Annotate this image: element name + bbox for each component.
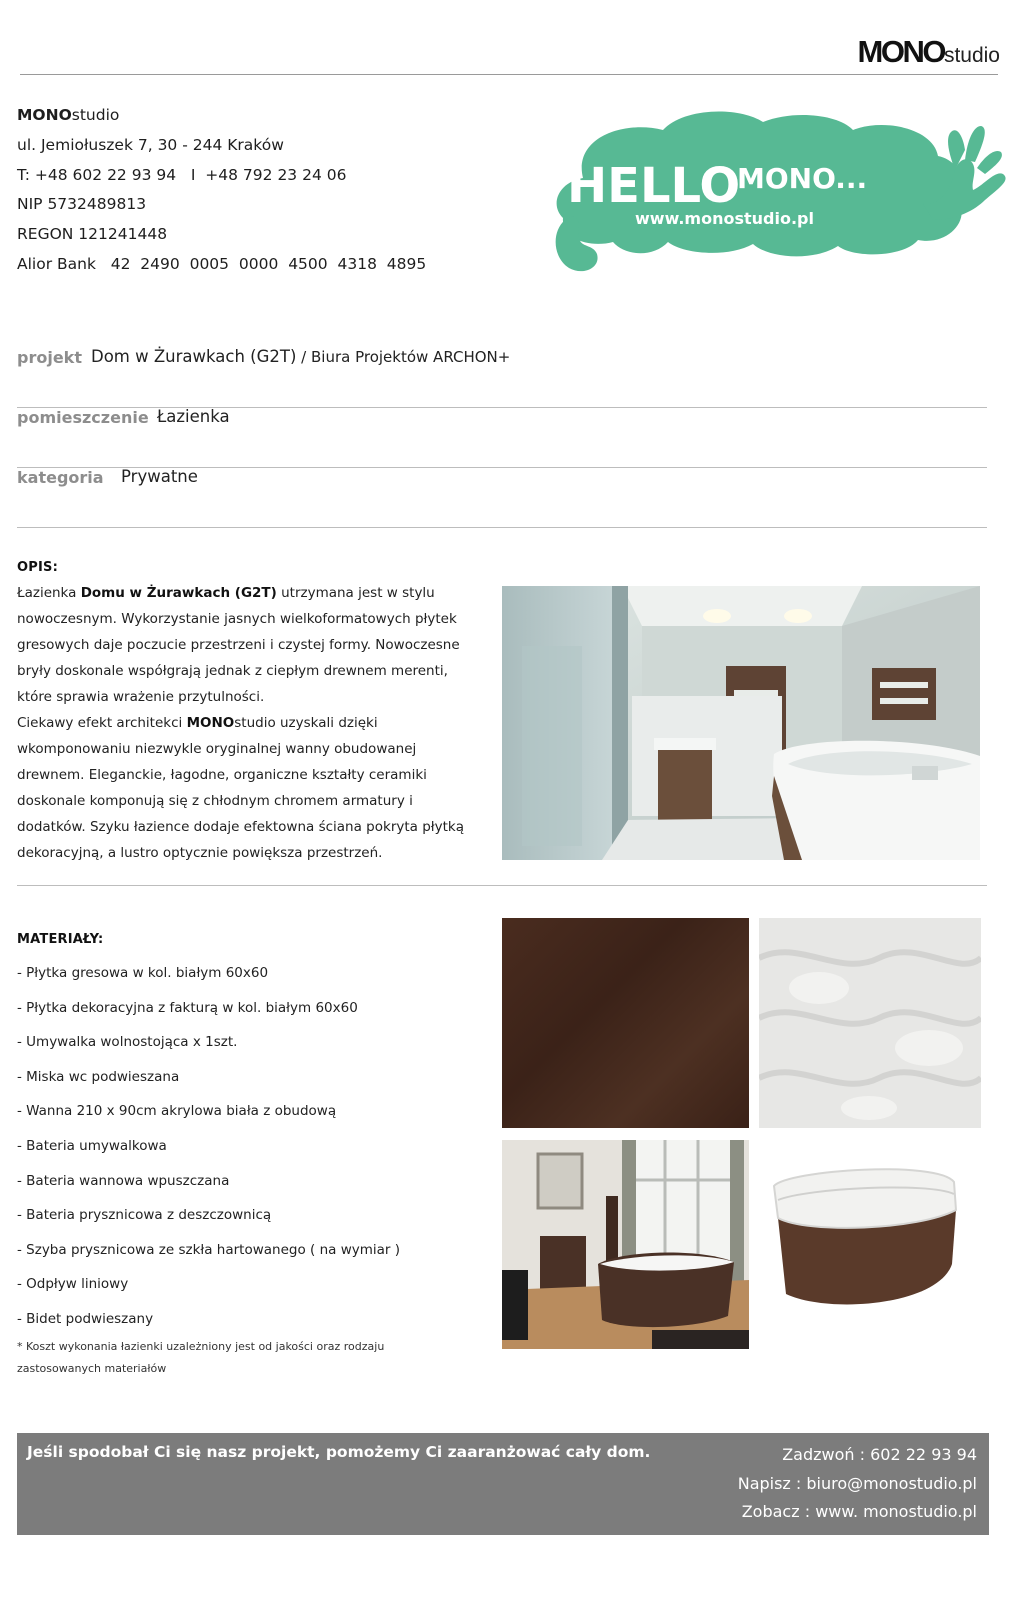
material-item: - Szyba prysznicowa ze szkła hartowanego ( na wymiar ) xyxy=(17,1241,401,1258)
footer-email-link[interactable]: Napisz : biuro@monostudio.pl xyxy=(737,1473,977,1493)
bathroom-render-image xyxy=(502,586,980,860)
mono-word: MONO... xyxy=(737,162,868,195)
brand-bold-text: MONO xyxy=(857,34,944,69)
section-divider xyxy=(17,885,987,886)
room-label: pomieszczenie xyxy=(17,408,149,427)
material-item: - Odpływ liniowy xyxy=(17,1276,129,1293)
cost-footnote: * Koszt wykonania łazienki uzależniony jest od jakości oraz rodzaju zastosowanych materiałów xyxy=(17,1340,385,1375)
material-item: - Wanna 210 x 90cm akrylowa biała z obudową xyxy=(17,1103,337,1120)
material-item: - Miska wc podwieszana xyxy=(17,1068,180,1085)
company-phones: T: +48 602 22 93 94 I +48 792 23 24 06 xyxy=(17,165,347,184)
decorative-tile-swatch-image xyxy=(759,918,981,1128)
meta-row-project xyxy=(17,348,987,408)
bathtub-photo-image xyxy=(502,1140,749,1349)
material-item: - Bateria prysznicowa z deszczownicą xyxy=(17,1207,272,1224)
company-name: MONOstudio xyxy=(17,106,120,124)
description-text: Łazienka Domu w Żurawkach (G2T) utrzymana jest w stylu nowoczesnym. Wykorzystanie jasnych wielkoformatowych płytek gresowych daje poczucie przestrzeni i czystej formy. Nowoczesne bryły doskonale współgrają jednak z ciepłym drewnem merenti, które sprawia wrażenie przytulności. Ciekawy efekt architekci MONOstudio uzyskali dzięki wkomponowaniu niezwykle oryginalnej wanny obudowanej drewnem. Eleganckie, łagodne, organiczne kształty ceramiki doskonale komponują się z chłodnym chromem armatury i dodatków. Szyku łazience dodaje efektowna ściana pokryta płytką dekoracyjną, a lustro optycznie powiększa przestrzeń. xyxy=(17,585,465,861)
material-item: - Umywalka wolnostojąca x 1szt. xyxy=(17,1034,238,1051)
company-bank-account: Alior Bank 42 2490 0005 0000 4500 4318 4895 xyxy=(17,254,427,273)
company-regon: REGON 121241448 xyxy=(17,225,168,244)
project-label: projekt xyxy=(17,348,82,367)
wood-swatch-image xyxy=(502,918,749,1128)
brand-light-text: studio xyxy=(943,44,1000,67)
materials-title: MATERIAŁY: xyxy=(17,932,104,947)
wall-toilet-image xyxy=(768,1160,968,1336)
footer-contacts xyxy=(738,1441,977,1527)
footer-cta-text: Jeśli spodobał Ci się nasz projekt, pomożemy Ci zaaranżować cały dom. xyxy=(27,1443,651,1461)
logo-website: www.monostudio.pl xyxy=(635,209,814,228)
company-nip: NIP 5732489813 xyxy=(17,195,147,214)
project-value: Dom w Żurawkach (G2T) / Biura Projektów ARCHON+ xyxy=(91,347,511,366)
hello-word: HELLO xyxy=(567,158,741,214)
category-label: kategoria xyxy=(17,468,104,487)
material-item: - Bateria umywalkowa xyxy=(17,1137,167,1154)
room-value: Łazienka xyxy=(157,407,230,426)
company-contact-block xyxy=(17,101,426,280)
footer-website-link[interactable]: Zobacz : www. monostudio.pl xyxy=(741,1502,977,1521)
material-item: - Płytka dekoracyjna z fakturą w kol. białym 60x60 xyxy=(17,999,358,1016)
meta-row-category xyxy=(17,468,987,528)
material-item: - Płytka gresowa w kol. białym 60x60 xyxy=(17,965,269,981)
footer-phone-link[interactable]: Zadzwoń : 602 22 93 94 xyxy=(782,1445,977,1464)
header-brand-logo xyxy=(858,34,1000,70)
header-divider xyxy=(20,74,998,75)
category-value: Prywatne xyxy=(121,467,198,486)
material-item: - Bateria wannowa wpuszczana xyxy=(17,1172,230,1189)
materials-list xyxy=(17,956,400,1337)
meta-row-room xyxy=(17,408,987,468)
description-title: OPIS: xyxy=(17,560,58,575)
footer-banner xyxy=(17,1433,989,1535)
company-address: ul. Jemiołuszek 7, 30 - 244 Kraków xyxy=(17,135,284,154)
hello-mono-logo xyxy=(553,108,1008,280)
material-item: - Bidet podwieszany xyxy=(17,1310,154,1327)
